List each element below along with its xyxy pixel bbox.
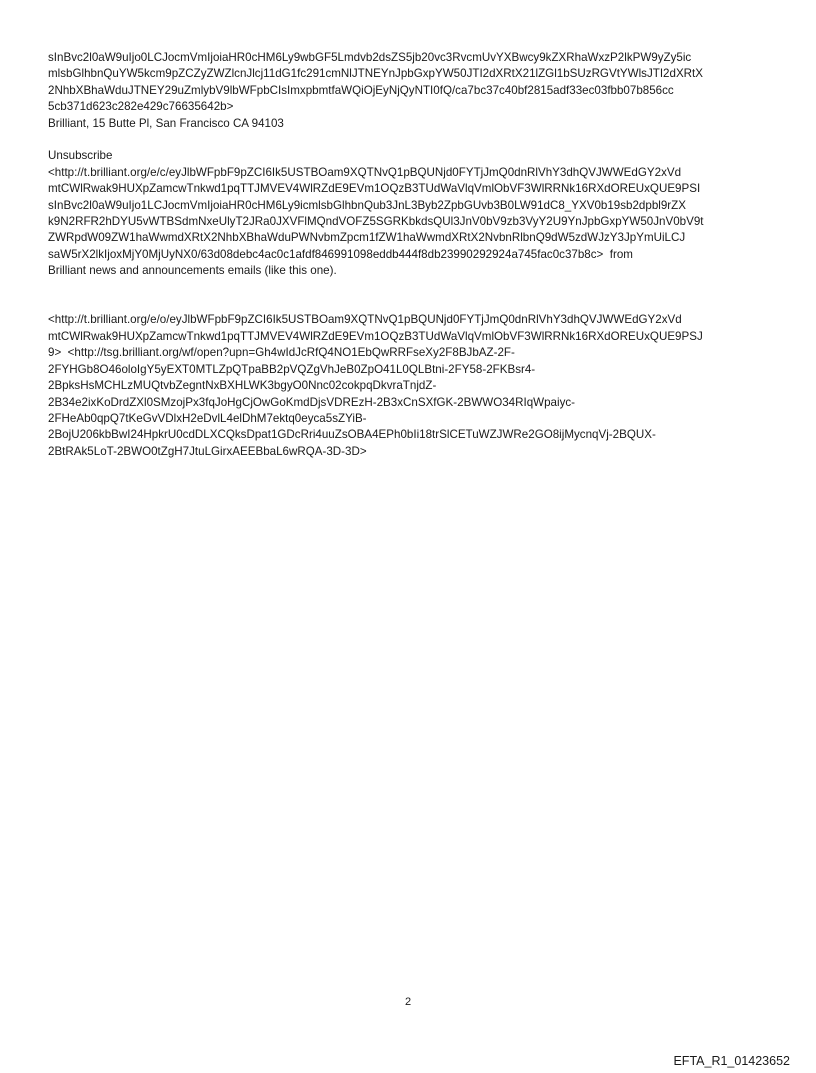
email-body: [48, 50, 772, 460]
company-address: Brilliant, 15 Butte Pl, San Francisco CA 94103: [48, 116, 284, 130]
tracking-link-line[interactable]: 2B34e2ixKoDrdZXl0SMzojPx3fqJoHgCjOwGoKmdDjsVDREzH-2B3xCnSXfGK-2BWWO34RIqWpaiyc-: [48, 395, 576, 409]
unsubscribe-link-line[interactable]: <http://t.brilliant.org/e/c/eyJlbWFpbF9pZCI6Ik5USTBOam9XQTNvQ1pBQUNjd0FYTjJmQ0dnRlVhY3dhQVJWWEdGY2xVd: [48, 165, 682, 179]
unsubscribe-link-block[interactable]: [48, 165, 772, 280]
store-link-line[interactable]: 2NhbXBhaWduJTNEY29uZmlybV9lbWFpbCIsImxpbmtfaWQiOjEyNjQyNTI0fQ/ca7bc37c40bf2815adf33ec03fbb07b856cc: [48, 83, 674, 97]
tracking-link-line[interactable]: mtCWlRwak9HUXpZamcwTnkwd1pqTTJMVEV4WlRZdE9EVm1OQzB3TUdWaVlqVmlObVF3WlRRNk16RXdOREUxQUE9PSJ: [48, 329, 703, 343]
unsubscribe-link-line[interactable]: k9N2RFR2hDYU5vWTBSdmNxeUlyT2JRa0JXVFlMQndVOFZ5SGRKbkdsQUl3JnV0bV9zb3VyY2U9YnJpbGxpYW50JnV0bV9t: [48, 215, 704, 229]
unsubscribe-description: Brilliant news and announcements emails (like this one).: [48, 264, 337, 278]
unsubscribe-link-line[interactable]: mtCWlRwak9HUXpZamcwTnkwd1pqTTJMVEV4WlRZdE9EVm1OQzB3TUdWaVlqVmlObVF3WlRRNk16RXdOREUxQUE9PSI: [48, 182, 701, 196]
unsubscribe-link-line[interactable]: sInBvc2l0aW9uIjo1LCJocmVmIjoiaHR0cHM6Ly9icmlsbGlhbnQub3JnL3Byb2ZpbGUvb3B0LW91dC8_YXV0b19sb2dpbl9rZX: [48, 198, 686, 212]
store-link-block[interactable]: [48, 50, 772, 116]
bates-number: EFTA_R1_01423652: [673, 1054, 790, 1068]
unsubscribe-link-line[interactable]: ZWRpdW09ZW1haWwmdXRtX2NhbXBhaWduPWNvbmZpcm1fZW1haWwmdXRtX2NvbnRlbnQ9dW5zdWJzY3JpYmUiLCJ: [48, 231, 686, 245]
tracking-link-line[interactable]: <http://t.brilliant.org/e/o/eyJlbWFpbF9pZCI6Ik5USTBOam9XQTNvQ1pBQUNjd0FYTjJmQ0dnRlVhY3dhQVJWWEdGY2xVd: [48, 313, 682, 327]
tracking-link-line[interactable]: 9> <http://tsg.brilliant.org/wf/open?upn=Gh4wIdJcRfQ4NO1EbQwRRFseXy2F8BJbAZ-2F-: [48, 346, 515, 360]
page-number: 2: [404, 996, 412, 1008]
tracking-link-block[interactable]: [48, 312, 772, 460]
spacer: [48, 132, 772, 148]
tracking-link-line[interactable]: 2FYHGb8O46oloIgY5yEXT0MTLZpQTpaBB2pVQZgVhJeB0ZpO41L0QLBtni-2FY58-2FKBsr4-: [48, 362, 536, 376]
store-link-line[interactable]: 5cb371d623c282e429c76635642b>: [48, 100, 234, 114]
tracking-link-line[interactable]: 2BojU206kbBwI24HpkrU0cdDLXCQksDpat1GDcRri4uuZsOBA4EPh0bIi18trSlCETuWZJWRe2GO8ijMycnqVj-2BQUX-: [48, 428, 656, 442]
unsubscribe-link-line[interactable]: saW5rX2lkIjoxMjY0MjUyNX0/63d08debc4ac0c1afdf846991098eddb444f8db23990292924a745fac0c37b8c> from: [48, 247, 633, 261]
tracking-link-line[interactable]: 2BpksHsMCHLzMUQtvbZegntNxBXHLWK3bgyO0Nnc02cokpqDkvraTnjdZ-: [48, 379, 437, 393]
unsubscribe-label: Unsubscribe: [48, 149, 113, 163]
store-link-line[interactable]: sInBvc2l0aW9uIjo0LCJocmVmIjoiaHR0cHM6Ly9wbGF5Lmdvb2dsZS5jb20vc3RvcmUvYXBwcy9kZXRhaWxzP2lkPW9yZy5ic: [48, 51, 692, 64]
store-link-line[interactable]: mlsbGlhbnQuYW5kcm9pZCZyZWZlcnJlcj11dG1fc291cmNlJTNEYnJpbGxpYW50JTI2dXRtX21lZGl1bSUzRGVtYWlsJTI2dXRtX: [48, 67, 704, 81]
tracking-link-line[interactable]: 2BtRAk5LoT-2BWO0tZgH7JtuLGirxAEEBbaL6wRQA-3D-3D>: [48, 444, 367, 458]
spacer: [48, 280, 772, 313]
tracking-link-line[interactable]: 2FHeAb0qpQ7tKeGvVDlxH2eDvlL4elDhM7ektq0eyca5sZYiB-: [48, 411, 367, 425]
